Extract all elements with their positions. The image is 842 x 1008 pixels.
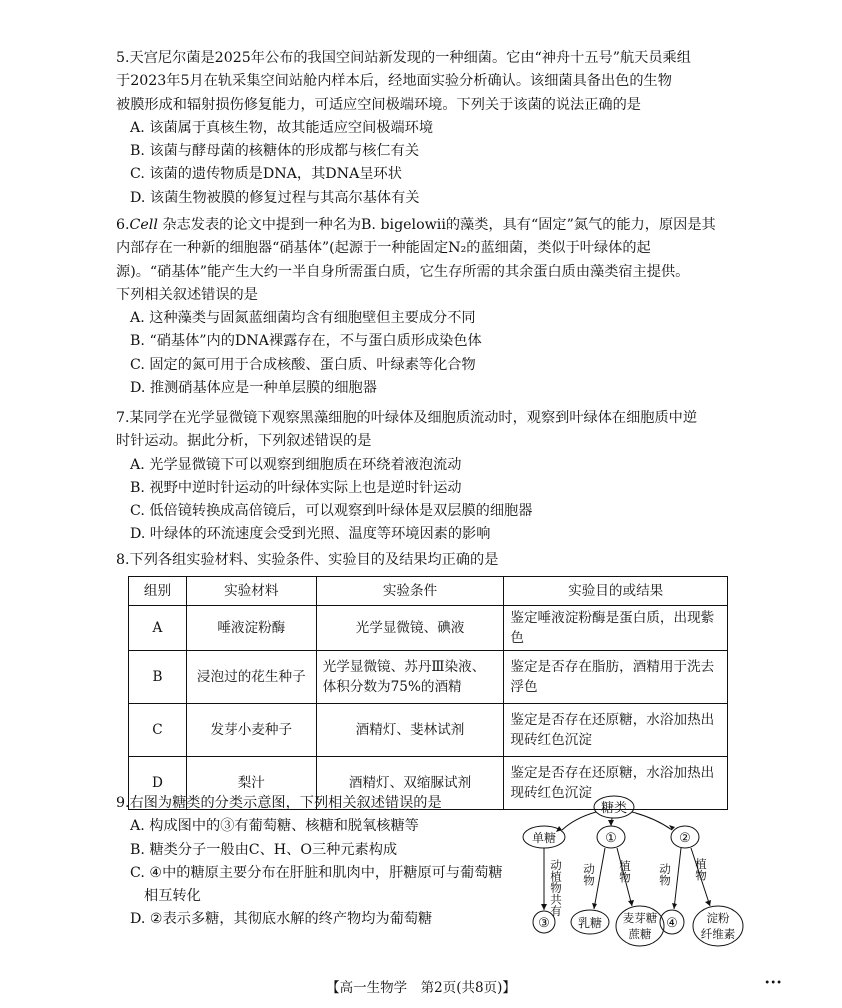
header-group: 组别 bbox=[129, 577, 187, 606]
q6-option-b: B. “硝基体”内的DNA裸露存在，不与蛋白质形成染色体 bbox=[130, 333, 482, 350]
label-plant-1: 植物 bbox=[618, 860, 632, 883]
cell-condition: 光学显微镜、碘液 bbox=[316, 606, 504, 651]
arrow bbox=[617, 848, 632, 906]
q6-option-c: C. 固定的氮可用于合成核酸、蛋白质、叶绿素等化合物 bbox=[130, 356, 476, 373]
cell-material: 唾液淀粉酶 bbox=[186, 606, 316, 651]
table-header-row bbox=[129, 577, 728, 606]
label-monosaccharide: 单糖 bbox=[531, 831, 557, 845]
arrow bbox=[674, 848, 681, 909]
label-cellulose: 纤维素 bbox=[700, 927, 736, 941]
table-row bbox=[129, 651, 728, 704]
cell-material: 浸泡过的花生种子 bbox=[186, 651, 316, 704]
q7-option-b: B. 视野中逆时针运动的叶绿体实际上也是逆时针运动 bbox=[130, 479, 462, 496]
q6-stem-line: 内部存在一种新的细胞器“硝基体”(起源于一种能固定N₂的蓝细菌，类似于叶绿体的起 bbox=[116, 240, 651, 257]
label-node-4: ④ bbox=[666, 916, 678, 931]
label-node-3: ③ bbox=[538, 916, 550, 931]
cell-material: 发芽小麦种子 bbox=[186, 704, 316, 757]
node-4 bbox=[660, 910, 684, 934]
page-footer: 【高一生物学 第2页(共8页)】 bbox=[326, 980, 516, 996]
node-2 bbox=[671, 826, 699, 848]
q6-stem-line-1 bbox=[116, 214, 736, 237]
q6-option-d: D. 推测硝基体应是一种单层膜的细胞器 bbox=[130, 380, 377, 397]
cell-purpose: 鉴定是否存在还原糖，水浴加热出现砖红色沉淀 bbox=[504, 757, 728, 810]
question-8 bbox=[116, 549, 736, 572]
cell-group: D bbox=[129, 757, 187, 810]
q5-stem-line: 被膜形成和辐射损伤修复能力，可适应空间极端环境。下列关于该菌的说法正确的是 bbox=[116, 96, 641, 113]
label-plant-2: 植物 bbox=[694, 858, 708, 881]
label-sucrose: 蔗糖 bbox=[628, 927, 652, 941]
q9-option-d: D. ②表示多糖，其彻底水解的终产物均为葡萄糖 bbox=[130, 911, 433, 928]
q9-stem: 9.右图为糖类的分类示意图，下列相关叙述错误的是 bbox=[116, 795, 442, 811]
cell-condition: 光学显微镜、苏丹Ⅲ染液、体积分数为75%的酒精 bbox=[316, 651, 504, 704]
corner-mark: ••• bbox=[764, 978, 782, 989]
q5-stem-line: 于2023年5月在轨采集空间站舱内样本后，经地面实验分析确认。该细菌具备出色的生物 bbox=[116, 73, 672, 90]
q5-option-d: D. 该菌生物被膜的修复过程与其高尔基体有关 bbox=[130, 189, 420, 206]
arrow bbox=[594, 848, 605, 909]
table-row bbox=[129, 704, 728, 757]
q5-stem-line: 5.天宫尼尔菌是2025年公布的我国空间站新发现的一种细菌。它由“神舟十五号”航天员乘组 bbox=[116, 50, 691, 66]
arrow bbox=[562, 812, 596, 830]
q6-journal-name: Cell bbox=[129, 217, 158, 233]
arrow bbox=[691, 848, 710, 906]
q8-stem: 8.下列各组实验材料、实验条件、实验目的及结果均正确的是 bbox=[116, 552, 499, 568]
q7-option-d: D. 叶绿体的环流速度会受到光照、温度等环境因素的影响 bbox=[130, 526, 491, 543]
q6-number: 6. bbox=[116, 217, 130, 233]
label-maltose: 麦芽糖 bbox=[622, 911, 658, 925]
cell-purpose: 鉴定唾液淀粉酶是蛋白质，出现紫色 bbox=[504, 606, 728, 651]
cell-condition: 酒精灯、双缩脲试剂 bbox=[316, 757, 504, 810]
label-animal-1: 动物 bbox=[582, 863, 596, 886]
cell-group: C bbox=[129, 704, 187, 757]
header-material: 实验材料 bbox=[186, 577, 316, 606]
q6-stem-line: 源)。“硝基体”能产生大约一半自身所需蛋白质，它生存所需的其余蛋白质由藻类宿主提供。 bbox=[116, 263, 690, 280]
node-maltose bbox=[616, 906, 664, 946]
q5-option-c: C. 该菌的遗传物质是DNA，其DNA呈环状 bbox=[130, 166, 402, 183]
q9-option-c-cont: 相互转化 bbox=[144, 888, 201, 905]
question-6 bbox=[116, 214, 736, 400]
header-condition: 实验条件 bbox=[316, 577, 504, 606]
q7-option-a: A. 光学显微镜下可以观察到细胞质在环绕着液泡流动 bbox=[130, 456, 462, 473]
label-starch: 淀粉 bbox=[706, 911, 730, 925]
q6-option-a: A. 这种藻类与固氮蓝细菌均含有细胞壁但主要成分不同 bbox=[130, 310, 476, 327]
node-1 bbox=[597, 826, 625, 848]
node-starch bbox=[693, 906, 743, 946]
label-node-1: ① bbox=[605, 831, 617, 846]
experiment-table bbox=[128, 576, 728, 810]
label-both: 动植物共有 bbox=[549, 859, 563, 917]
q7-option-c: C. 低倍镜转换成高倍镜后，可以观察到叶绿体是双层膜的细胞器 bbox=[130, 503, 533, 520]
arrow bbox=[611, 818, 612, 826]
cell-condition: 酒精灯、斐林试剂 bbox=[316, 704, 504, 757]
header-purpose: 实验目的或结果 bbox=[504, 577, 728, 606]
label-animal-2: 动物 bbox=[658, 863, 672, 886]
question-5 bbox=[116, 47, 736, 210]
cell-material: 梨汁 bbox=[186, 757, 316, 810]
q9-option-b: B. 糖类分子一般由C、H、O三种元素构成 bbox=[130, 841, 398, 858]
q9-option-c: C. ④中的糖原主要分布在肝脏和肌肉中，肝糖原可与葡萄糖 bbox=[130, 864, 503, 881]
cell-group: A bbox=[129, 606, 187, 651]
q6-stem-line: 下列相关叙述错误的是 bbox=[116, 286, 258, 303]
arrow bbox=[632, 812, 672, 830]
table-row bbox=[129, 606, 728, 651]
cell-purpose: 鉴定是否存在脂肪，酒精用于洗去浮色 bbox=[504, 651, 728, 704]
q7-stem-line: 时针运动。据此分析，下列叙述错误的是 bbox=[116, 433, 372, 450]
q9-option-a: A. 构成图中的③有葡萄糖、核糖和脱氧核糖等 bbox=[130, 818, 419, 835]
label-node-2: ② bbox=[679, 831, 691, 846]
q6-stem-text: 杂志发表的论文中提到一种名为B. bigelowii的藻类，具有“固定”氮气的能力，原因是其 bbox=[157, 217, 716, 233]
q7-stem-line: 7.某同学在光学显微镜下观察黑藻细胞的叶绿体及细胞质流动时，观察到叶绿体在细胞质中逆 bbox=[116, 410, 698, 426]
node-lactose bbox=[571, 910, 609, 934]
label-root: 糖类 bbox=[600, 801, 628, 816]
question-9 bbox=[116, 792, 546, 932]
cell-group: B bbox=[129, 651, 187, 704]
label-lactose: 乳糖 bbox=[577, 916, 603, 930]
q5-option-b: B. 该菌与酵母菌的核糖体的形成都与核仁有关 bbox=[130, 143, 420, 160]
cell-purpose: 鉴定是否存在还原糖，水浴加热出现砖红色沉淀 bbox=[504, 704, 728, 757]
question-7 bbox=[116, 407, 736, 547]
q5-option-a: A. 该菌属于真核生物，故其能适应空间极端环境 bbox=[130, 119, 434, 136]
